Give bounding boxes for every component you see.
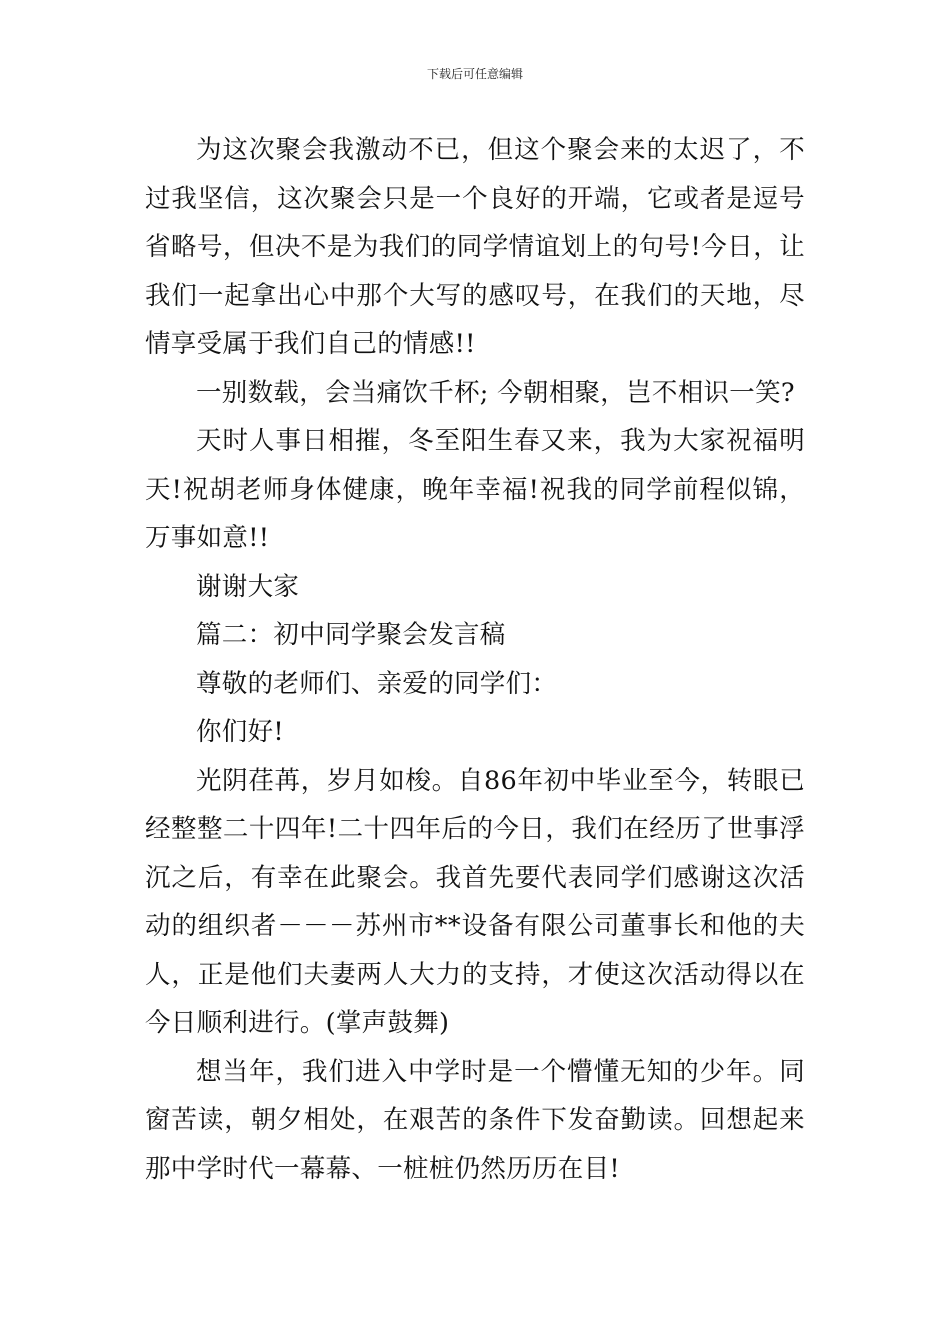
paragraph-blessing: 天时人事日相摧，冬至阳生春又来，我为大家祝福明天!祝胡老师身体健康，晚年幸福!祝我的同学前程似锦，万事如意!!	[145, 426, 805, 553]
paragraph-closing-speech: 为这次聚会我激动不已，但这个聚会来的太迟了，不过我坚信，这次聚会只是一个良好的开端，它或者是逗号省略号，但决不是为我们的同学情谊划上的句号!今日，让我们一起拿出心中那个大写的感叹号，在我们的天地，尽情享受属于我们自己的情感!!	[145, 135, 805, 359]
page-header: 下载后可任意编辑	[426, 67, 523, 81]
paragraph-salutation: 尊敬的老师们、亲爱的同学们：	[196, 668, 558, 699]
paragraph-toast: 一别数载，会当痛饮千杯; 今朝相聚，岂不相识一笑?	[196, 377, 795, 408]
paragraph-thanks: 谢谢大家	[196, 571, 300, 602]
paragraph-greeting: 你们好!	[196, 717, 284, 747]
paragraph-time-passed: 光阴荏苒，岁月如梭。自86年初中毕业至今，转眼已经整整二十四年!二十四年后的今日，我们在经历了世事浮沉之后，有幸在此聚会。我首先要代表同学们感谢这次活动的组织者－－－苏州市**设备有限公司董事长和他的夫人，正是他们夫妻两人大力的支持，才使这次活动得以在今日顺利进行。(掌声鼓舞)	[145, 765, 805, 1038]
document-body	[145, 126, 805, 1193]
section-heading: 篇二：初中同学聚会发言稿	[196, 620, 506, 650]
paragraph-memories: 想当年，我们进入中学时是一个懵懂无知的少年。同窗苦读，朝夕相处，在艰苦的条件下发奋勤读。回想起来那中学时代一幕幕、一桩桩仍然历历在目!	[145, 1056, 805, 1184]
